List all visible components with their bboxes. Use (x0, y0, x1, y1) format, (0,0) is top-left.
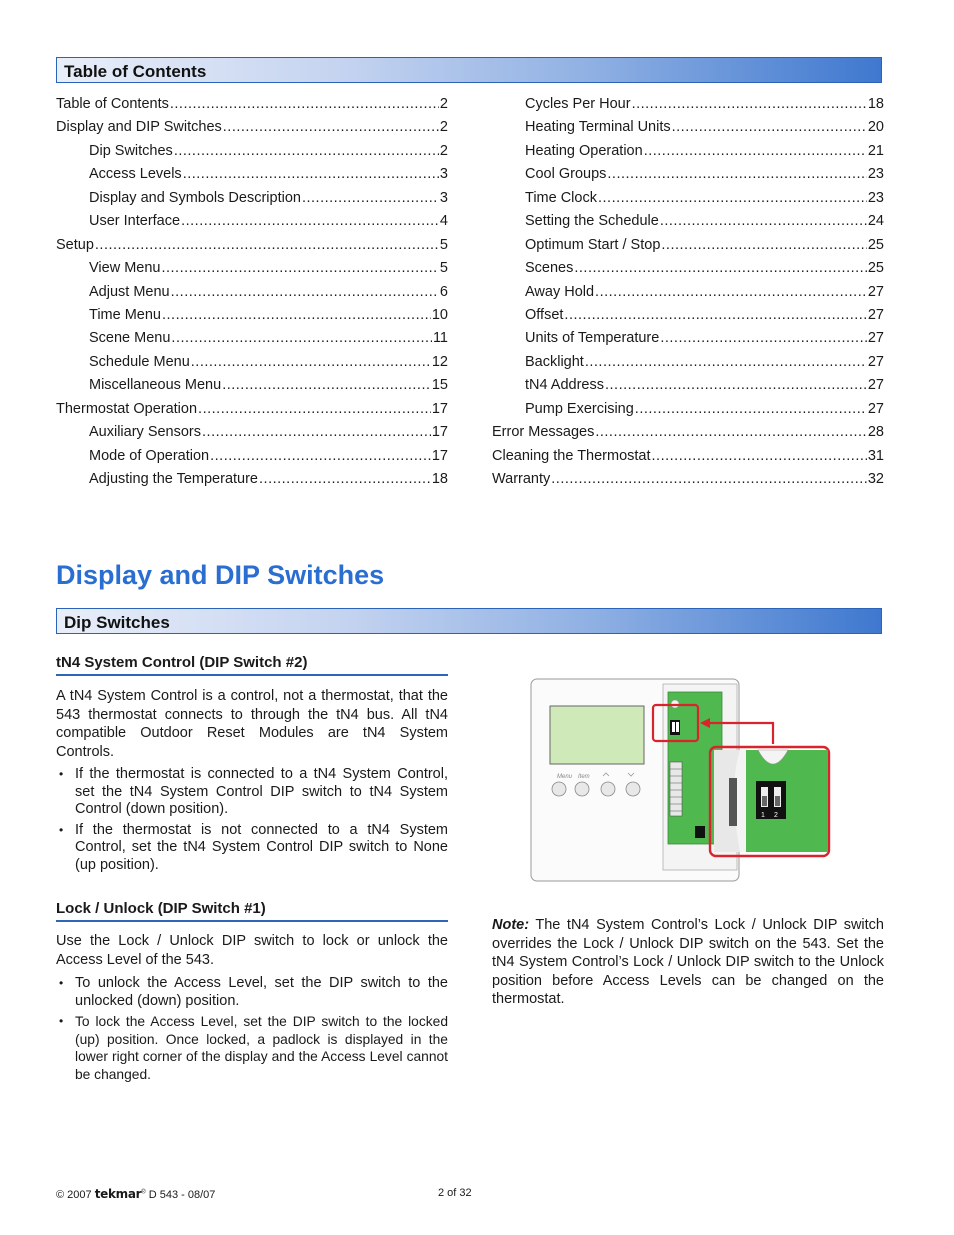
toc-leader-dots (171, 327, 432, 350)
toc-entry[interactable] (89, 257, 448, 280)
copyright: © 2007 (56, 1189, 92, 1201)
toc-entry-page: 17 (431, 400, 448, 417)
toc-leader-dots (161, 257, 438, 280)
note-paragraph (492, 916, 884, 1009)
toc-entry[interactable] (525, 93, 884, 116)
toc-entry[interactable] (89, 163, 448, 186)
toc-entry[interactable] (89, 187, 448, 210)
toc-entry[interactable] (525, 281, 884, 304)
toc-leader-dots (660, 327, 867, 350)
toc-entry-label: Scene Menu (89, 330, 171, 347)
toc-entry-page: 25 (867, 236, 884, 253)
toc-leader-dots (660, 210, 867, 233)
toc-entry-label: Offset (525, 306, 564, 323)
toc-entry[interactable] (525, 140, 884, 163)
toc-entry-page: 17 (431, 447, 448, 464)
toc-entry-page: 3 (439, 189, 448, 206)
toc-left-column (56, 93, 448, 491)
lock-paragraph: Use the Lock / Unlock DIP switch to lock or unlock the Access Level of the 543. (56, 933, 448, 968)
toc-leader-dots (632, 93, 867, 116)
toc-right-column (492, 93, 884, 491)
toc-entry-page: 2 (439, 142, 448, 159)
thermostat-dip-switch-figure (530, 678, 832, 882)
toc-entry[interactable] (89, 351, 448, 374)
toc-entry-label: Backlight (525, 353, 584, 370)
toc-entry[interactable] (525, 398, 884, 421)
toc-leader-dots (644, 140, 867, 163)
toc-entry[interactable] (525, 187, 884, 210)
tn4-bullet: • If the thermostat is connected to a tN4 System Control, set the tN4 System Control DIP switch to tN4 System Control (down position). (56, 766, 448, 819)
toc-entry-page: 28 (867, 424, 884, 441)
switch-1-label: 1 (761, 812, 765, 819)
toc-entry-label: Thermostat Operation (56, 400, 198, 417)
toc-entry[interactable] (492, 468, 884, 491)
toc-leader-dots (585, 351, 867, 374)
toc-entry[interactable] (525, 210, 884, 233)
toc-leader-dots (605, 374, 867, 397)
note-text: The tN4 System Control’s Lock / Unlock DIP switch overrides the Lock / Unlock DIP switch on the 543. Set the tN4 System Control’s Lock / Unlock DIP switch to the Unlock position before Access Levels can be changed on the thermostat. (492, 917, 884, 1007)
toc-leader-dots (595, 281, 867, 304)
toc-entry-page: 2 (439, 96, 448, 112)
toc-leader-dots (551, 468, 867, 491)
toc-entry-page: 5 (439, 260, 448, 277)
up-button (601, 782, 615, 796)
tn4-bullets (56, 766, 448, 877)
toc-entry-page: 12 (431, 353, 448, 370)
toc-entry-page: 21 (867, 142, 884, 159)
lock-bullets (56, 975, 448, 1086)
dip-switches-bar (56, 608, 882, 634)
toc-entry-page: 23 (867, 189, 884, 206)
toc-entry[interactable] (89, 210, 448, 233)
toc-entry[interactable] (89, 468, 448, 491)
toc-entry[interactable] (525, 234, 884, 257)
toc-entry-page: 24 (867, 213, 884, 230)
toc-entry-page: 6 (439, 283, 448, 300)
document-code: D 543 - 08/07 (148, 1189, 216, 1201)
toc-entry[interactable] (525, 351, 884, 374)
toc-entry[interactable] (525, 116, 884, 139)
toc-leader-dots (661, 234, 866, 257)
toc-entry-label: Scenes (525, 260, 574, 277)
toc-entry-page: 18 (431, 471, 448, 487)
toc-entry[interactable] (56, 93, 448, 116)
toc-entry[interactable] (56, 234, 448, 257)
toc-entry-page: 27 (867, 306, 884, 323)
toc-title: Table of Contents (64, 62, 207, 81)
tn4-heading: tN4 System Control (DIP Switch #2) (56, 654, 448, 676)
toc-entry[interactable] (56, 116, 448, 139)
toc-entry-label: Pump Exercising (525, 400, 634, 417)
toc-entry[interactable] (492, 445, 884, 468)
toc-leader-dots (598, 187, 867, 210)
toc-leader-dots (223, 116, 439, 139)
toc-entry[interactable] (525, 304, 884, 327)
toc-entry-label: Heating Operation (525, 142, 643, 159)
toc-entry-page: 27 (867, 377, 884, 394)
footer-left (56, 1187, 215, 1201)
tekmar-logo: tekmar (94, 1187, 142, 1201)
toc-leader-dots (95, 234, 439, 257)
toc-entry-page: 2 (439, 119, 448, 136)
toc-entry-label: Setting the Schedule (525, 213, 659, 230)
toc-leader-dots (635, 398, 867, 421)
item-button (575, 782, 589, 796)
page-number: 2 of 32 (438, 1187, 472, 1199)
item-button-label: Item (578, 774, 590, 780)
toc-entry-page: 11 (432, 330, 448, 347)
toc-entry-label: Optimum Start / Stop (525, 236, 661, 253)
toc-entry-page: 3 (439, 166, 448, 183)
toc-entry-page: 25 (867, 260, 884, 277)
toc-entry-label: Display and DIP Switches (56, 119, 222, 136)
toc-entry-label: Display and Symbols Description (89, 189, 301, 206)
toc-leader-dots (574, 257, 866, 280)
toc-entry-label: Schedule Menu (89, 353, 190, 370)
lock-heading: Lock / Unlock (DIP Switch #1) (56, 900, 448, 922)
toc-entry[interactable] (492, 421, 884, 444)
toc-entry-label: Adjust Menu (89, 283, 170, 300)
toc-entry-label: Access Levels (89, 166, 182, 183)
toc-leader-dots (202, 421, 431, 444)
menu-button-label: Menu (557, 774, 573, 780)
toc-leader-dots (162, 304, 431, 327)
toc-entry-page: 23 (867, 166, 884, 183)
toc-entry[interactable] (89, 421, 448, 444)
toc-leader-dots (191, 351, 431, 374)
toc-entry-label: Cycles Per Hour (525, 96, 631, 112)
toc-entry-label: Auxiliary Sensors (89, 424, 202, 441)
toc-leader-dots (595, 421, 867, 444)
menu-button (552, 782, 566, 796)
toc-entry-page: 32 (867, 471, 884, 487)
toc-entry-label: Setup (56, 236, 94, 253)
toc-entry[interactable] (56, 398, 448, 421)
toc-entry-label: Away Hold (525, 283, 595, 300)
toc-entry[interactable] (89, 304, 448, 327)
toc-entry-label: Warranty (492, 471, 551, 487)
toc-entry-label: View Menu (89, 260, 161, 277)
toc-leader-dots (183, 163, 439, 186)
toc-entry-label: Heating Terminal Units (525, 119, 671, 136)
toc-leader-dots (302, 187, 439, 210)
toc-entry-page: 20 (867, 119, 884, 136)
toc-entry[interactable] (525, 257, 884, 280)
toc-entry-label: Adjusting the Temperature (89, 471, 259, 487)
toc-leader-dots (652, 445, 867, 468)
toc-entry-label: User Interface (89, 213, 181, 230)
toc-entry-label: tN4 Address (525, 377, 604, 394)
dip-switch-block (756, 781, 786, 819)
toc-entry-page: 17 (431, 424, 448, 441)
toc-entry[interactable] (89, 281, 448, 304)
toc-entry-label: Mode of Operation (89, 447, 210, 464)
toc-entry-page: 31 (867, 447, 884, 464)
registered-mark: ® (141, 1189, 146, 1196)
toc-leader-dots (222, 374, 431, 397)
switch-2-label: 2 (774, 812, 778, 819)
toc-entry-label: Miscellaneous Menu (89, 377, 222, 394)
toc-entry[interactable] (525, 163, 884, 186)
toc-entry-label: Time Clock (525, 189, 597, 206)
toc-entry[interactable] (525, 327, 884, 350)
toc-leader-dots (171, 281, 439, 304)
down-button (626, 782, 640, 796)
terminal-block (670, 762, 682, 816)
toc-entry-label: Units of Temperature (525, 330, 660, 347)
lcd-display (550, 706, 644, 764)
toc-leader-dots (672, 116, 867, 139)
toc-entry-label: Dip Switches (89, 142, 173, 159)
toc-entry[interactable] (89, 374, 448, 397)
toc-entry-page: 15 (431, 377, 448, 394)
toc-entry-label: Table of Contents (56, 96, 169, 112)
tn4-paragraph: A tN4 System Control is a control, not a thermostat, that the 543 thermostat connects to through the tN4 bus. All tN4 compatible Outdoor Reset Modules are tN4 System Controls. (56, 688, 448, 760)
toc-entry-page: 27 (867, 330, 884, 347)
toc-entry[interactable] (89, 140, 448, 163)
toc-header-bar (56, 57, 882, 83)
note-label: Note: (492, 917, 530, 933)
toc-entry-page: 10 (431, 306, 448, 323)
toc-entry[interactable] (89, 327, 448, 350)
toc-entry[interactable] (89, 445, 448, 468)
lock-bullet: • To lock the Access Level, set the DIP switch to the locked (up) position. Once locked, a padlock is displayed in the lower right corner of the display and the Access Level cannot be changed. (56, 1013, 448, 1083)
toc-leader-dots (210, 445, 431, 468)
toc-entry[interactable] (525, 374, 884, 397)
toc-entry-page: 27 (867, 400, 884, 417)
tn4-bullet: • If the thermostat is not connected to a tN4 System Control, set the tN4 System Control DIP switch to None (up position). (56, 822, 448, 875)
toc-leader-dots (170, 93, 439, 116)
toc-entry-page: 18 (867, 96, 884, 112)
toc-entry-page: 27 (867, 353, 884, 370)
toc-leader-dots (198, 398, 431, 421)
toc-leader-dots (259, 468, 431, 491)
toc-entry-page: 5 (439, 236, 448, 253)
toc-entry-label: Error Messages (492, 424, 595, 441)
toc-entry-label: Cleaning the Thermostat (492, 447, 651, 464)
toc-leader-dots (564, 304, 866, 327)
toc-leader-dots (174, 140, 439, 163)
lock-bullet: • To unlock the Access Level, set the DIP switch to the unlocked (down) position. (56, 975, 448, 1010)
toc-leader-dots (607, 163, 866, 186)
toc-entry-label: Time Menu (89, 306, 161, 323)
toc-entry-page: 4 (439, 213, 448, 230)
section-heading: Display and DIP Switches (56, 560, 385, 590)
dip-switches-title: Dip Switches (64, 613, 170, 632)
toc-entry-page: 27 (867, 283, 884, 300)
toc-entry-label: Cool Groups (525, 166, 607, 183)
toc-leader-dots (181, 210, 439, 233)
